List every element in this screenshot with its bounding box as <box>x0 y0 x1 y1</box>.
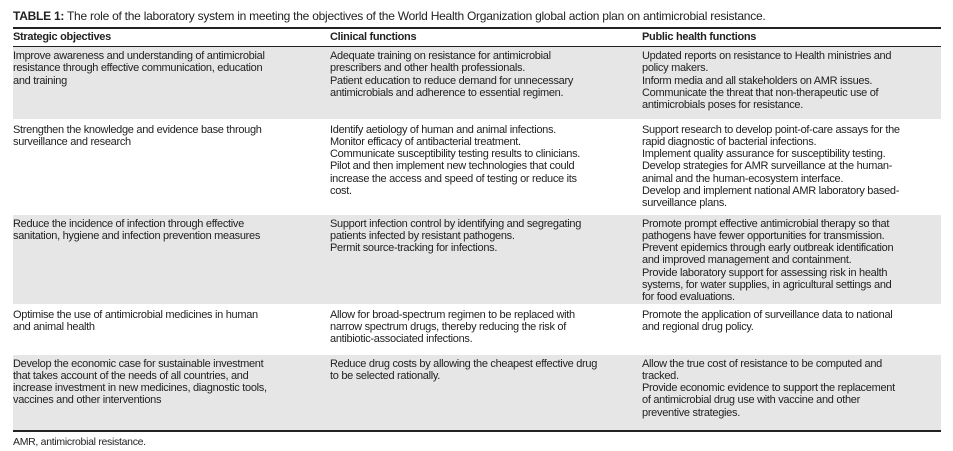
table-footnote: AMR, antimicrobial resistance. <box>13 436 146 448</box>
objective-cell <box>13 305 330 354</box>
cell-text-line: Prevent epidemics through early outbreak identification <box>642 242 894 255</box>
cell-text-line: Monitor efficacy of antibacterial treatment. <box>330 135 521 148</box>
objective-cell <box>13 120 330 214</box>
cell-text-line: Inform media and all stakeholders on AMR issues. <box>642 74 873 87</box>
cell-text-line: and regional drug policy. <box>642 320 754 333</box>
cell-text-line: and training <box>13 74 67 87</box>
cell-text-line: animal and the human-ecosystem interface. <box>642 172 844 185</box>
cell-text-line: to be selected rationally. <box>330 369 441 382</box>
cell-text-line: sanitation, hygiene and infection prevention measures <box>13 229 261 242</box>
cell-text-line: increase the access and speed of testing or reduce its <box>330 172 577 185</box>
cell-text-line: Allow for broad-spectrum regimen to be replaced with <box>330 308 575 321</box>
cell-text-line: policy makers. <box>642 62 709 75</box>
cell-text-line: Develop the economic case for sustainable investment <box>13 357 264 370</box>
table-row <box>13 214 941 305</box>
cell-text-line: Develop strategies for AMR surveillance at the human- <box>642 160 893 173</box>
cell-text-line: and animal health <box>13 320 95 333</box>
cell-text-line: pathogens have fewer opportunities for transmission. <box>642 229 885 242</box>
cell-text-line: Communicate the threat that non-therapeutic use of <box>642 86 879 99</box>
cell-text-line: antimicrobials poses for resistance. <box>642 99 803 112</box>
cell-text-line: antibiotic-associated infections. <box>330 333 473 346</box>
cell-text-line: Promote prompt effective antimicrobial therapy so that <box>642 217 890 230</box>
cell-text-line: for food evaluations. <box>642 291 735 304</box>
cell-text-line: prescribers and other health professionals. <box>330 62 525 75</box>
cell-text-line: Permit source-tracking for infections. <box>330 242 498 255</box>
cell-text-line: resistance through effective communication, education <box>13 62 263 75</box>
cell-text-line: Updated reports on resistance to Health ministries and <box>642 50 892 62</box>
cell-text-line: patients infected by resistant pathogens. <box>330 229 515 242</box>
objective-cell <box>13 214 330 305</box>
clinical-cell <box>330 120 642 214</box>
cell-text-line: Strengthen the knowledge and evidence base through <box>13 123 262 136</box>
cell-text-line: Reduce drug costs by allowing the cheapest effective drug <box>330 357 598 370</box>
cell-text-line: surveillance and research <box>13 135 131 148</box>
cell-text-line: Adequate training on resistance for antimicrobial <box>330 50 551 62</box>
cell-text-line: surveillance plans. <box>642 197 727 210</box>
cell-text-line: antimicrobials and adherence to essential regimen. <box>330 86 564 99</box>
cell-text-line: Patient education to reduce demand for unnecessary <box>330 74 574 87</box>
public-health-cell <box>642 354 941 431</box>
cell-text-line: rapid diagnostic of bacterial infections. <box>642 135 817 148</box>
table-caption <box>13 9 765 23</box>
cell-text-line: preventive strategies. <box>642 406 740 419</box>
cell-text-line: and improved management and containment. <box>642 254 852 267</box>
public-health-cell <box>642 214 941 305</box>
public-health-cell <box>642 120 941 214</box>
public-health-cell <box>642 305 941 354</box>
cell-text-line: vaccines and other interventions <box>13 394 162 407</box>
clinical-cell <box>330 47 642 120</box>
cell-text-line: Develop and implement national AMR laboratory based- <box>642 184 900 197</box>
cell-text-line: systems, for water supplies, in agricultural settings and <box>642 278 892 291</box>
cell-text-line: Provide laboratory support for assessing risk in health <box>642 266 888 279</box>
clinical-cell <box>330 354 642 431</box>
cell-text-line: Communicate susceptibility testing results to clinicians. <box>330 148 581 161</box>
cell-text-line: tracked. <box>642 369 679 382</box>
cell-text-line: Optimise the use of antimicrobial medicines in human <box>13 308 258 321</box>
cell-text-line: narrow spectrum drugs, thereby reducing the risk of <box>330 320 566 333</box>
cell-text-line: Support infection control by identifying and segregating <box>330 217 582 230</box>
public-health-cell <box>642 47 941 120</box>
objectives-table <box>13 27 941 432</box>
header-public-health-functions: Public health functions <box>642 31 757 43</box>
table-row <box>13 120 941 214</box>
table-title: The role of the laboratory system in meeting the objectives of the World Health Organization global action plan on antimicrobial resistance. <box>64 9 766 23</box>
table-header-row <box>13 28 941 47</box>
objective-cell <box>13 354 330 431</box>
clinical-cell <box>330 305 642 354</box>
cell-text-line: Promote the application of surveillance data to national <box>642 308 893 321</box>
cell-text-line: Implement quality assurance for susceptibility testing. <box>642 148 886 161</box>
cell-text-line: Provide economic evidence to support the replacement <box>642 382 895 395</box>
cell-text-line: Pilot and then implement new technologies that could <box>330 160 575 173</box>
table-row <box>13 305 941 354</box>
cell-text-line: cost. <box>330 184 352 197</box>
cell-text-line: increase investment in new medicines, diagnostic tools, <box>13 382 267 395</box>
table-label: TABLE 1: <box>13 9 65 23</box>
header-strategic-objectives: Strategic objectives <box>13 31 111 43</box>
clinical-cell <box>330 214 642 305</box>
cell-text-line: Identify aetiology of human and animal infections. <box>330 123 556 136</box>
cell-text-line: of antimicrobial drug use with vaccine and other <box>642 394 860 407</box>
table-row <box>13 354 941 431</box>
objective-cell <box>13 47 330 120</box>
cell-text-line: Support research to develop point-of-care assays for the <box>642 123 900 136</box>
table-row <box>13 47 941 120</box>
header-clinical-functions: Clinical functions <box>330 31 417 43</box>
cell-text-line: Allow the true cost of resistance to be computed and <box>642 357 882 370</box>
cell-text-line: that takes account of the needs of all countries, and <box>13 369 249 382</box>
cell-text-line: Improve awareness and understanding of antimicrobial <box>13 50 265 62</box>
cell-text-line: Reduce the incidence of infection through effective <box>13 217 244 230</box>
